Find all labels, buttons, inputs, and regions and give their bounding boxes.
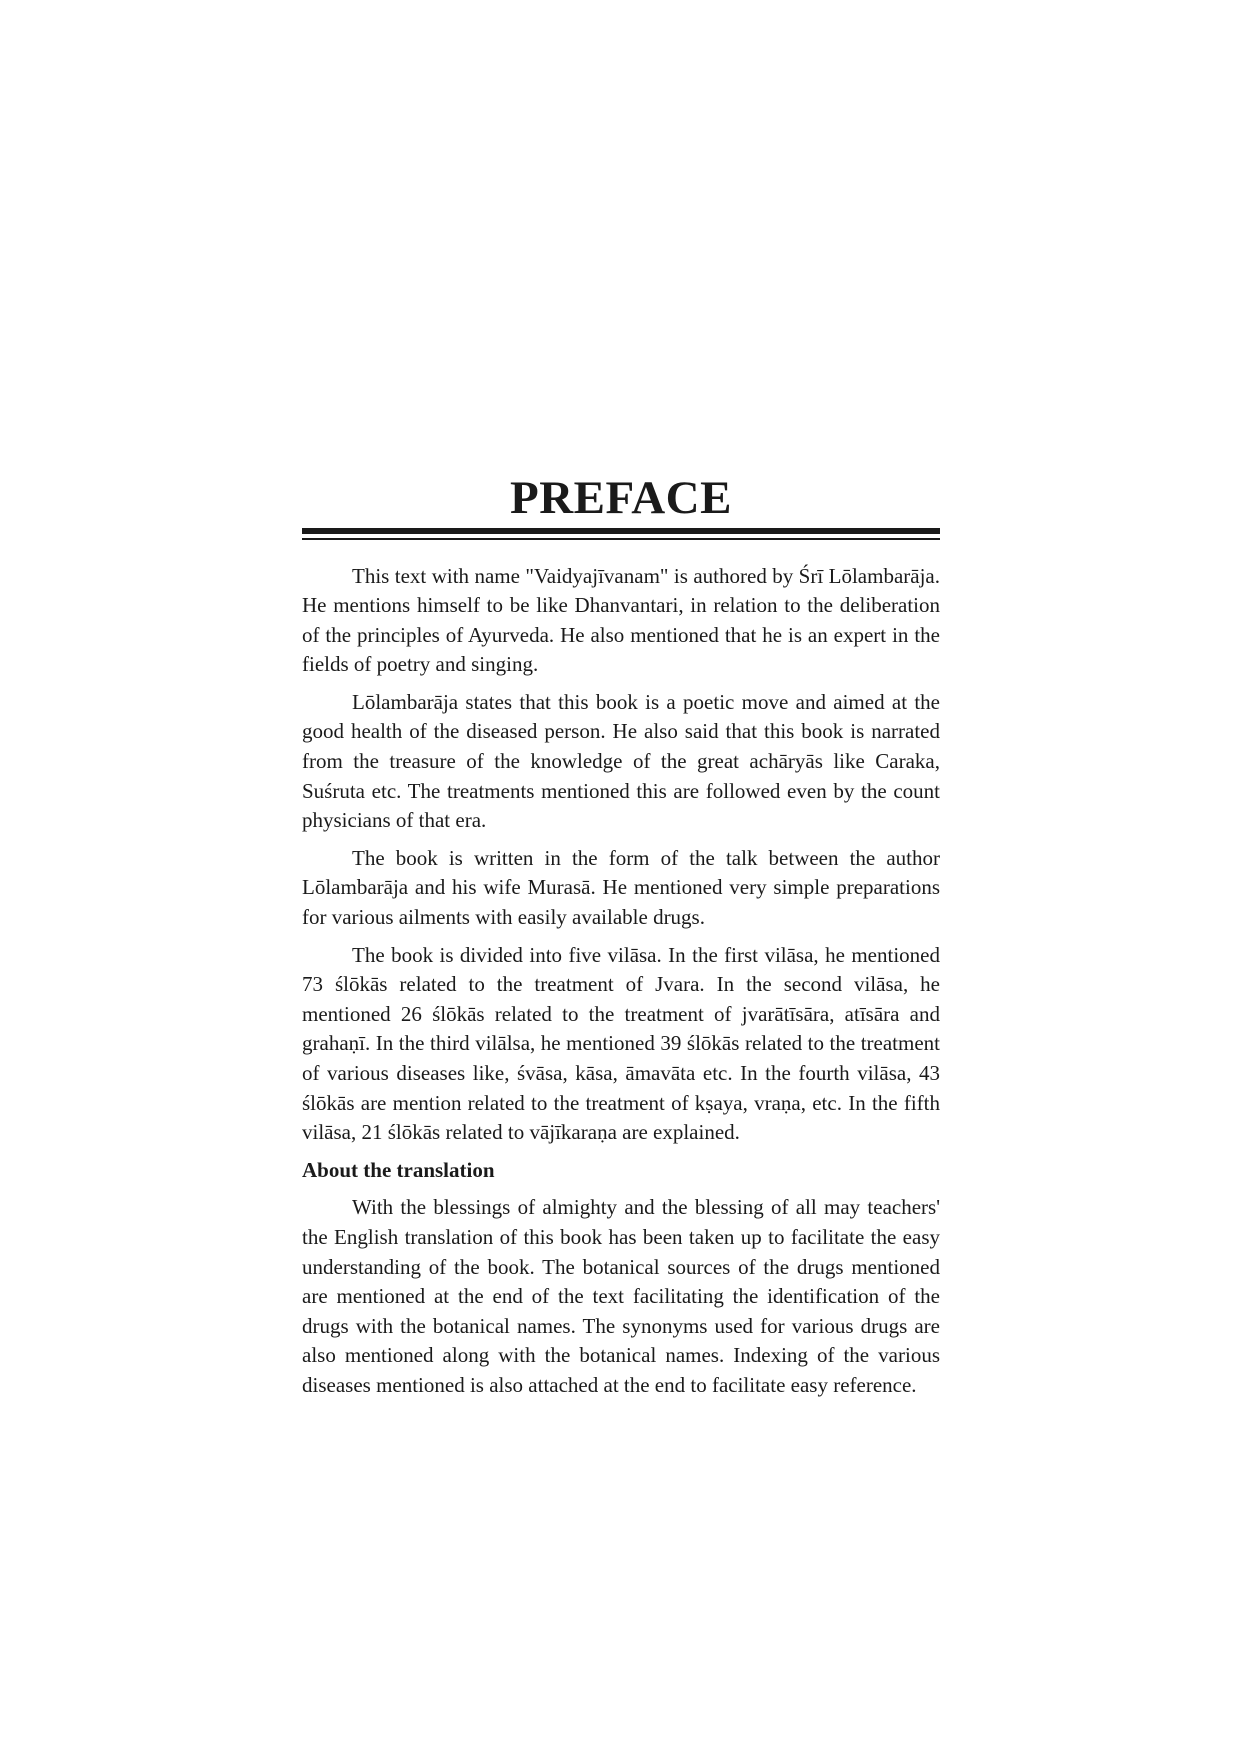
page-content (302, 470, 940, 1409)
paragraph: The book is written in the form of the talk between the author Lōlambarāja and his wife Murasā. He mentioned very simple preparations for various ailments with easily available drugs. (302, 845, 940, 930)
page-title: PREFACE (510, 472, 732, 524)
section-heading: About the translation (302, 1157, 495, 1182)
paragraph: With the blessings of almighty and the blessing of all may teachers' the English translation of this book has been taken up to facilitate the easy understanding of the book. The botanical sources of the drugs mentioned are mentioned at the end of the text facilitating the identification of the drugs with the botanical names. The synonyms used for various drugs are also mentioned along with the botanical names. Indexing of the various diseases mentioned is also attached at the end to facilitate easy reference. (302, 1195, 940, 1397)
paragraph: Lōlambarāja states that this book is a poetic move and aimed at the good health of the diseased person. He also said that this book is narrated from the treasure of the knowledge of the great achāryās like Caraka, Suśruta etc. The treatments mentioned this are followed even by the count physicians of that era. (302, 689, 940, 833)
body-text (302, 562, 940, 1401)
title-rule-thin (302, 538, 940, 540)
title-rule-thick (302, 528, 940, 534)
paragraph: This text with name "Vaidyajīvanam" is authored by Śrī Lōlambarāja. He mentions himself to be like Dhanvantari, in relation to the deliberation of the principles of Ayurveda. He also mentioned that he is an expert in the fields of poetry and singing. (302, 563, 940, 677)
paragraph: The book is divided into five vilāsa. In the first vilāsa, he mentioned 73 ślōkās related to the treatment of Jvara. In the second vilāsa, he mentioned 26 ślōkās related to the treatment of jvarātīsāra, atīsāra and grahaṇī. In the third vilālsa, he mentioned 39 ślōkās related to the treatment of various diseases like, śvāsa, kāsa, āmavāta etc. In the fourth vilāsa, 43 ślōkās are mention related to the treatment of kṣaya, vraṇa, etc. In the fifth vilāsa, 21 ślōkās related to vājīkaraṇa are explained. (302, 942, 940, 1145)
